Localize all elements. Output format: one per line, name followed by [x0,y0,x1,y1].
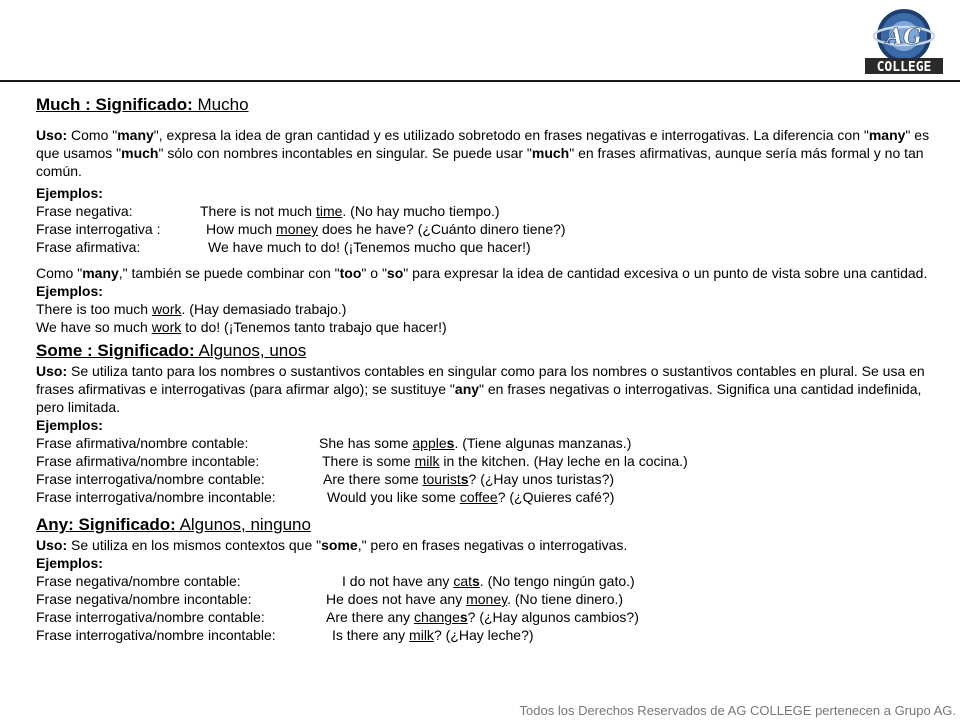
much-example-1: Frase negativa: There is not much time. (No hay mucho tiempo.) [36,203,500,219]
some-example-2: Frase afirmativa/nombre incontable: There is some milk in the kitchen. (Hay leche en la cocina.) [36,453,688,469]
any-example-3: Frase interrogativa/nombre contable: Are there any changes? (¿Hay algunos cambios?) [36,609,639,625]
any-example-2: Frase negativa/nombre incontable: He does not have any money. (No tiene dinero.) [36,591,624,607]
much-example-4: There is too much work. (Hay demasiado trabajo.) [36,301,347,317]
logo-word: COLLEGE [876,60,932,75]
copyright-footer: Todos los Derechos Reservados de AG COLLEGE pertenecen a Grupo AG. [519,703,956,718]
document-body [36,94,936,644]
some-example-3: Frase interrogativa/nombre contable: Are there some tourists? (¿Hay unos turistas?) [36,471,615,487]
much-heading: Much : Significado: Mucho [36,95,249,114]
much-ejemplos-label-2: Ejemplos: [36,283,103,299]
some-example-4: Frase interrogativa/nombre incontable: Would you like some coffee? (¿Quieres café?) [36,489,615,505]
much-example-3: Frase afirmativa: We have much to do! (¡Tenemos mucho que hacer!) [36,239,531,255]
ag-college-logo [862,6,946,78]
logo-letters: AG [886,24,922,50]
any-uso-paragraph: Uso: Se utiliza en los mismos contextos que "some," pero en frases negativas o interrogativas. [36,537,628,553]
some-ejemplos-label: Ejemplos: [36,417,103,433]
some-example-1: Frase afirmativa/nombre contable: She has some apples. (Tiene algunas manzanas.) [36,435,632,451]
much-ejemplos-label: Ejemplos: [36,185,103,201]
much-example-5: We have so much work to do! (¡Tenemos tanto trabajo que hacer!) [36,319,447,335]
any-example-1: Frase negativa/nombre contable: I do not have any cats. (No tengo ningún gato.) [36,573,635,589]
any-ejemplos-label: Ejemplos: [36,555,103,571]
much-example-2: Frase interrogativa : How much money does he have? (¿Cuánto dinero tiene?) [36,221,566,237]
some-uso-paragraph: Uso: Se utiliza tanto para los nombres o sustantivos contables en singular como para los nombres o sustantivos contables en plural. Se usa en frases afirmativas e interrogativas (para afirmar algo); se sustituye "any" en frases negativas o interrogativas. Significa una cantidad indefinida, pero limitada. [36,363,925,415]
some-heading: Some : Significado: Algunos, unos [36,341,307,360]
much-uso-paragraph: Uso: Como "many", expresa la idea de gran cantidad y es utilizado sobretodo en frases negativas e interrogativas. La diferencia con "many" es que usamos "much" sólo con nombres incontables en singular. Se puede usar "much" en frases afirmativas, aunque sería más formal y no tan común. [36,127,930,179]
any-heading: Any: Significado: Algunos, ninguno [36,515,311,534]
header-divider [0,80,960,82]
any-example-4: Frase interrogativa/nombre incontable: Is there any milk? (¿Hay leche?) [36,627,534,643]
much-paragraph-2: Como "many," también se puede combinar con "too" o "so" para expresar la idea de cantidad excesiva o un punto de vista sobre una cantidad. [36,265,928,281]
